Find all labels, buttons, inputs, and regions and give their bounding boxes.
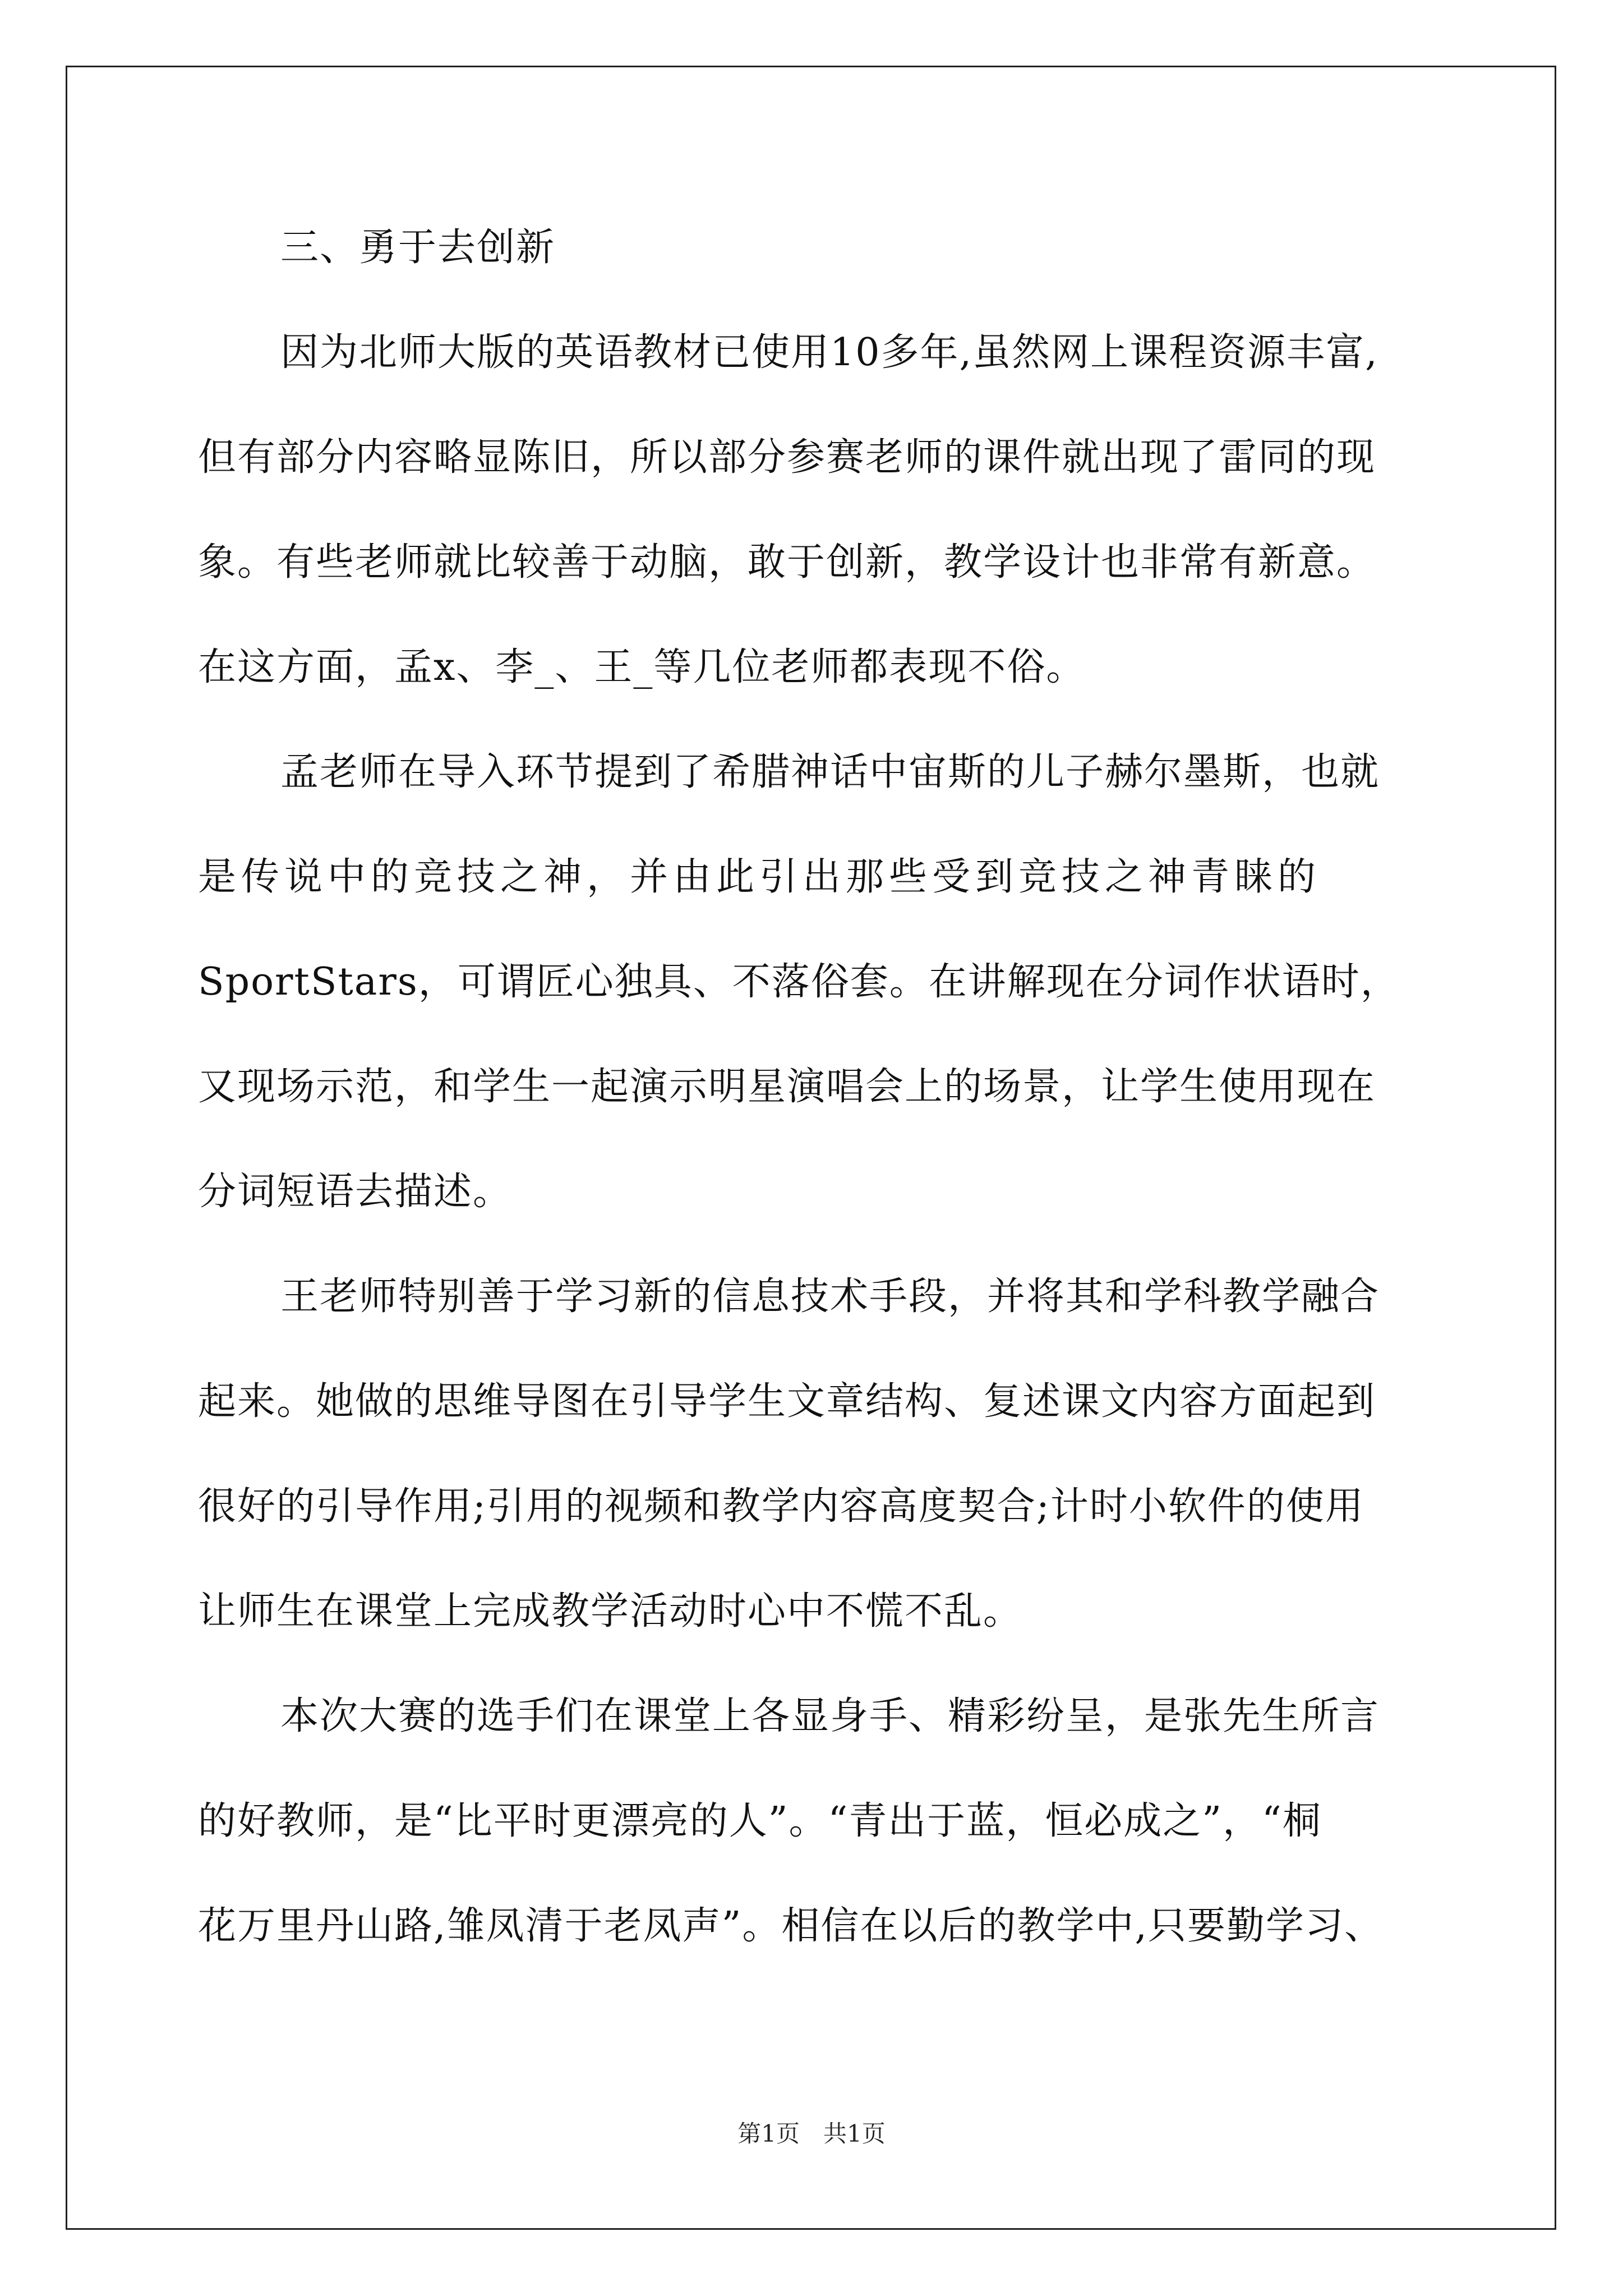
- paragraph-line: 王老师特别善于学习新的信息技术手段，并将其和学科教学融合: [280, 1274, 1380, 1319]
- document-body: [198, 211, 1482, 1994]
- paragraph-line: 让师生在课堂上完成教学活动时心中不慌不乱。: [198, 1589, 1023, 1634]
- paragraph-line: 孟老师在导入环节提到了希腊神话中宙斯的儿子赫尔墨斯，也就: [280, 750, 1380, 794]
- paragraph-line: 因为北师大版的英语教材已使用10多年,虽然网上课程资源丰富,: [280, 330, 1378, 375]
- paragraph-line: 的好教师，是“比平时更漂亮的人”。“青出于蓝，恒必成之”，“桐: [198, 1799, 1322, 1843]
- paragraph-line: 本次大赛的选手们在课堂上各显身手、精彩纷呈，是张先生所言: [280, 1694, 1380, 1738]
- paragraph-line: 在这方面，孟x、李_、王_等几位老师都表现不俗。: [198, 645, 1086, 689]
- paragraph-line: 是传说中的竞技之神，并由此引出那些受到竞技之神青睐的: [198, 855, 1321, 899]
- paragraph-line: 又现场示范，和学生一起演示明星演唱会上的场景，让学生使用现在: [198, 1065, 1376, 1109]
- paragraph-line: SportStars，可谓匠心独具、不落俗套。在讲解现在分词作状语时，: [198, 960, 1400, 1004]
- paragraph-line: 分词短语去描述。: [198, 1170, 513, 1214]
- paragraph-line: 很好的引导作用;引用的视频和教学内容高度契合;计时小软件的使用: [198, 1484, 1364, 1529]
- paragraph-line: 花万里丹山路,雏凤清于老凤声”。相信在以后的教学中,只要勤学习、: [198, 1904, 1384, 1948]
- paragraph-line: 象。有些老师就比较善于动脑，敢于创新，教学设计也非常有新意。: [198, 540, 1376, 585]
- section-heading: 三、勇于去创新: [280, 226, 556, 270]
- paragraph-line: 但有部分内容略显陈旧，所以部分参赛老师的课件就出现了雷同的现: [198, 435, 1376, 480]
- paragraph-line: 起来。她做的思维导图在引导学生文章结构、复述课文内容方面起到: [198, 1379, 1376, 1424]
- page-number-footer: 第1页 共1页: [737, 2120, 886, 2147]
